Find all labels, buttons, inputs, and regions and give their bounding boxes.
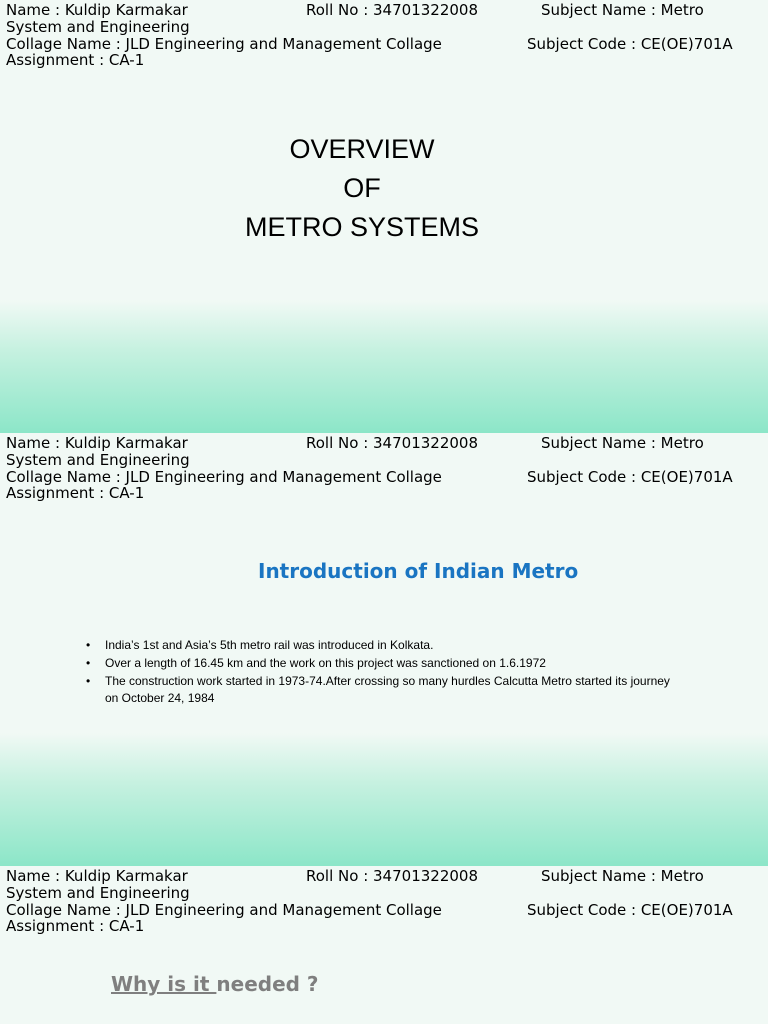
- college-name: Collage Name : JLD Engineering and Management Collage: [6, 901, 442, 919]
- subject-code: Subject Code : CE(OE)701A: [527, 35, 733, 53]
- assignment: Assignment : CA-1: [6, 917, 145, 935]
- list-item: [86, 637, 686, 654]
- subject-name: Subject Name : Metro: [541, 867, 704, 885]
- subject-code: Subject Code : CE(OE)701A: [527, 468, 733, 486]
- slide-title: [0, 130, 724, 247]
- student-name: Name : Kuldip Karmakar: [6, 434, 188, 452]
- student-name: Name : Kuldip Karmakar: [6, 867, 188, 885]
- subject-name-cont: System and Engineering: [6, 451, 190, 469]
- subject-code: Subject Code : CE(OE)701A: [527, 901, 733, 919]
- subject-name: Subject Name : Metro: [541, 1, 704, 19]
- heading-rest: needed ?: [216, 972, 319, 996]
- list-item: [86, 655, 686, 672]
- section-heading: Introduction of Indian Metro: [258, 559, 579, 583]
- subject-name-cont: System and Engineering: [6, 18, 190, 36]
- slide-overview: [0, 0, 768, 433]
- bullet-text: Over a length of 16.45 km and the work on this project was sanctioned on 1.6.1972: [105, 656, 546, 670]
- college-name: Collage Name : JLD Engineering and Management Collage: [6, 35, 442, 53]
- list-item: [86, 673, 686, 707]
- bullet-icon: •: [86, 638, 91, 652]
- slide-why-needed: [0, 866, 768, 1024]
- bullet-list: [86, 637, 686, 708]
- bullet-text: India’s 1st and Asia’s 5th metro rail was introduced in Kolkata.: [105, 638, 434, 652]
- title-line: OVERVIEW: [289, 134, 435, 164]
- college-name: Collage Name : JLD Engineering and Management Collage: [6, 468, 442, 486]
- title-line: METRO SYSTEMS: [244, 212, 480, 242]
- subject-name: Subject Name : Metro: [541, 434, 704, 452]
- slide-introduction: [0, 433, 768, 866]
- section-heading: [111, 972, 319, 996]
- assignment: Assignment : CA-1: [6, 484, 145, 502]
- heading-underlined-part: Why is it: [111, 972, 217, 996]
- roll-number: Roll No : 34701322008: [306, 1, 478, 19]
- student-name: Name : Kuldip Karmakar: [6, 1, 188, 19]
- title-line: OF: [343, 173, 381, 203]
- roll-number: Roll No : 34701322008: [306, 867, 478, 885]
- bullet-icon: •: [86, 674, 91, 688]
- bullet-text: The construction work started in 1973-74.After crossing so many hurdles Calcutta Metro started its journey on October 24, 1984: [105, 674, 670, 705]
- bullet-icon: •: [86, 656, 91, 670]
- assignment: Assignment : CA-1: [6, 51, 145, 69]
- roll-number: Roll No : 34701322008: [306, 434, 478, 452]
- subject-name-cont: System and Engineering: [6, 884, 190, 902]
